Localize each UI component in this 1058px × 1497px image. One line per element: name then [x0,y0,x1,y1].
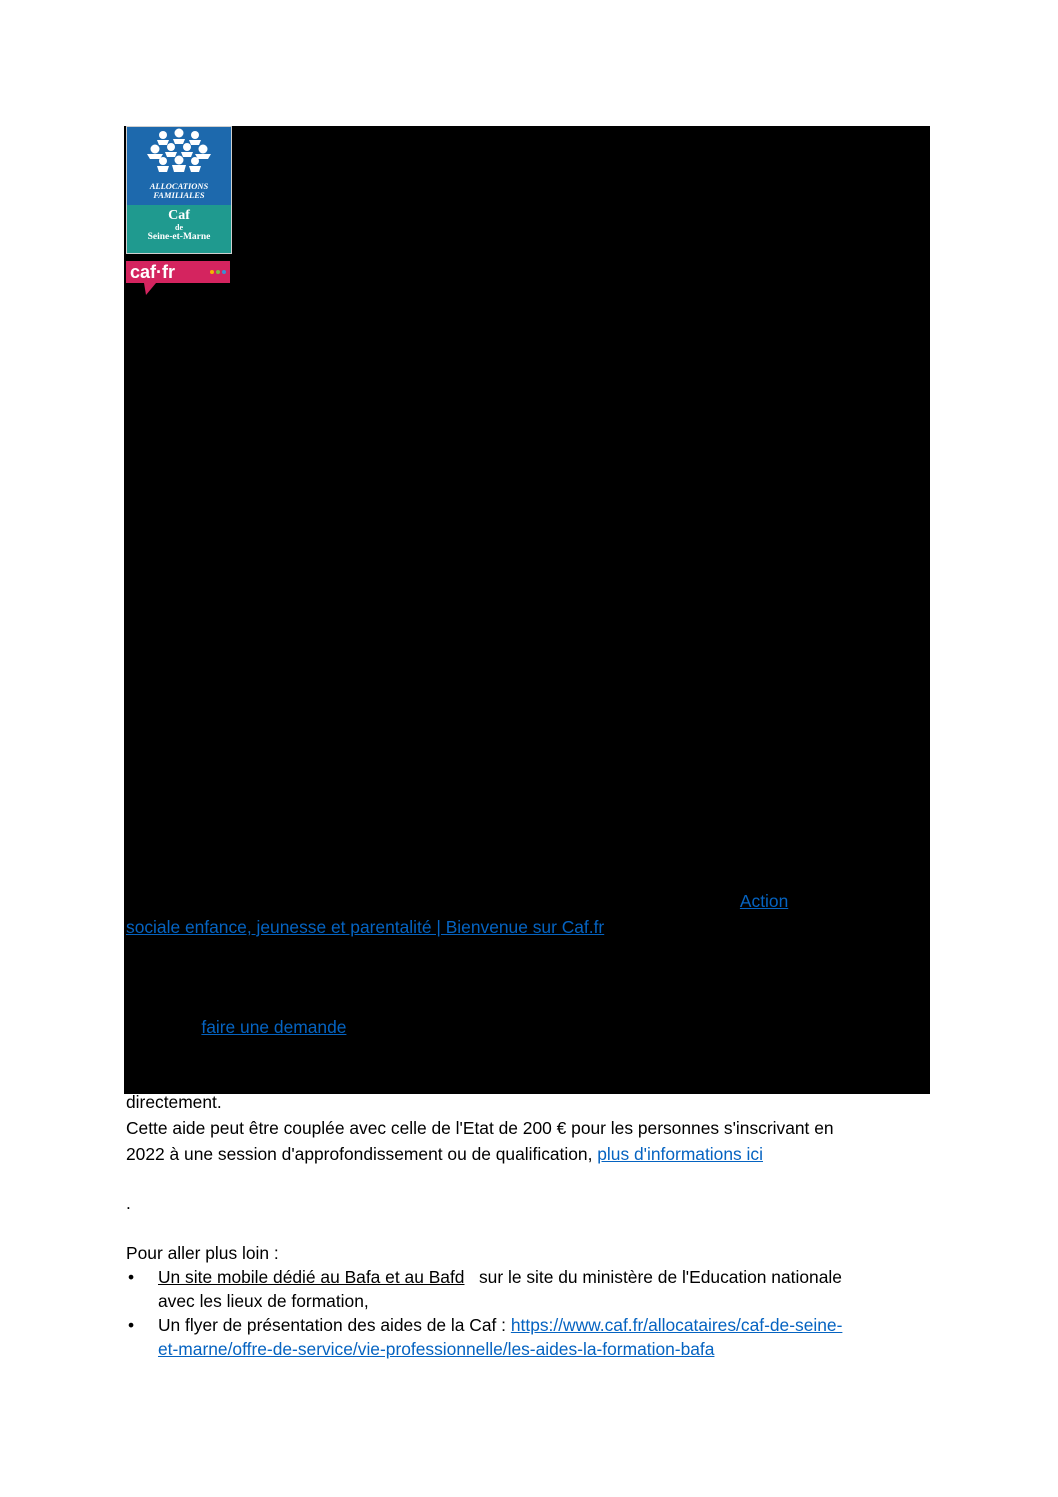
financement3-text: stage à hauteur de 91,47 euros. Pour [515,965,809,985]
bullet-icon: • [128,1267,135,1287]
financement3-line: la petite enfance, ce soutien peut être majoré de 15,24 euros, somme qui lui est versée [126,1067,797,1087]
faire-une-demande-link[interactable]: faire une demande [201,1017,347,1037]
financement3-line: directement. [126,1092,222,1112]
family-figures-icon [127,127,231,183]
list-item [126,1313,932,1361]
site-mobile-bafa-link[interactable]: Un site mobile dédié au Bafa et au Bafd [158,1267,465,1287]
travail-line: Pour travailler, il est préférable d'être titulaire du Bafa. Le jeune doit avoir au moins 17 ans et [126,722,838,742]
action-sociale-link[interactable]: Action [739,891,789,911]
caf-fr-logo [126,261,232,297]
financement-3eme-stage [126,962,932,1167]
caf-fr-logo-text: caf·fr [130,262,176,282]
superscript: ème [496,966,516,977]
main-content [126,578,932,1361]
logo-allocations-text: ALLOCATIONS [149,181,209,191]
financement3-text: 3 mois et [126,1017,202,1037]
logo-de-text: de [175,223,183,232]
logo-caf-text: Caf [168,208,190,223]
financement3-line [126,1014,932,1040]
financement3-text: . Pour y prétendre, nul besoin d'être allocataire. [346,1017,712,1037]
list-item-text: avec les lieux de formation, [158,1291,369,1311]
financement3-line: Cette aide peut être couplée avec celle de l'Etat de 200 € pour les personnes s'inscrivant en [126,1118,834,1138]
financement3-line: cela il faut être inscrit au stage d'approfondissement ou de qualification depuis moins de [126,991,804,1011]
financement-line [126,862,932,888]
list-item-text: sur le site du ministère de l'Education nationale [464,1267,842,1287]
list-item-text: Un flyer de présentation des aides de la Caf : [158,1315,511,1335]
resources-list [126,1265,932,1361]
intro-line: d'acquérir une expérience professionnelle rapidement. [126,676,545,696]
bullet-icon: • [128,1315,135,1335]
travail-section [126,720,932,840]
financement3-text: 2022 à une session d'approfondissement ou de qualification, [126,1144,598,1164]
aller-plus-loin-heading: Pour aller plus loin : [126,1243,279,1263]
financement3-line [126,1141,932,1167]
logo-green-band [127,205,231,253]
list-item [126,1265,932,1313]
financement-text: stage : [767,865,825,885]
aller-plus-loin-section [126,1241,932,1361]
action-sociale-link-cont[interactable]: sociale enfance, jeunesse et parentalité | Bienvenue sur Caf.fr [126,917,605,937]
travail-line: enseignements sont payants et se déclinent en trois temps : une session de formation [126,770,788,790]
flyer-url-link-cont[interactable]: et-marne/offre-de-service/vie-professionnelle/les-aides-la-formation-bafa [158,1339,715,1359]
intro-section [126,578,932,698]
travail-line: qualification sur une thématique particulière (petite enfance, sport, théâtre...). [126,818,719,838]
logo-department-text: Seine-et-Marne [147,232,211,242]
intro-line: Le secteur de l'animation recrute, surtout en période de vacances scolaires, et permet [126,652,787,672]
intro-line: la culture (Mjc) ou en colonies de vacances et d'être rémunéré. [126,628,611,648]
flyer-url-link[interactable]: https://www.caf.fr/allocataires/caf-de-seine- [510,1315,843,1335]
travail-line: générale, suivie d'un stage pratique, puis d'une session d'approfondissement ou de [126,794,767,814]
superscript: er [758,866,768,877]
caf-seine-et-marne-logo [126,126,232,254]
travail-line: s'inscrire sur le site dédié du ministère de la Ville, de la Jeunesse et des Sports. Les [126,746,772,766]
logo-blue-band [127,127,231,205]
financement-text: 150 euros pour les jeunes de 17 à 25 ans. Retrouvez les conditions générales : [126,891,740,911]
financement3-text: La Caf participe également au financement du 3 [126,965,497,985]
financement-1er-stage [126,862,932,940]
financement-text: La caisse d'Allocations familiales de Seine et Marne participe au financement du 1 [126,865,759,885]
plus-d-informations-link[interactable]: plus d'informations ici [597,1144,763,1164]
logo-familiales-text: FAMILIALES [153,190,205,200]
intro-line: dans des centres de vacances, de loisirs sans hébergement, des maisons des jeunes et de [126,604,828,624]
financement-line [126,914,932,940]
financement3-line [126,962,932,988]
intro-line: Le Bafa est un diplôme, non professionnel, permettant d'encadrer enfants et adolescents [126,580,809,600]
financement3-line: Le jeune doit effectuer la formation auprès d'un organisme agréé. Si celle-ci est centrée sur [126,1042,828,1062]
separator-dot: . [126,1193,131,1213]
financement-line [126,888,932,914]
